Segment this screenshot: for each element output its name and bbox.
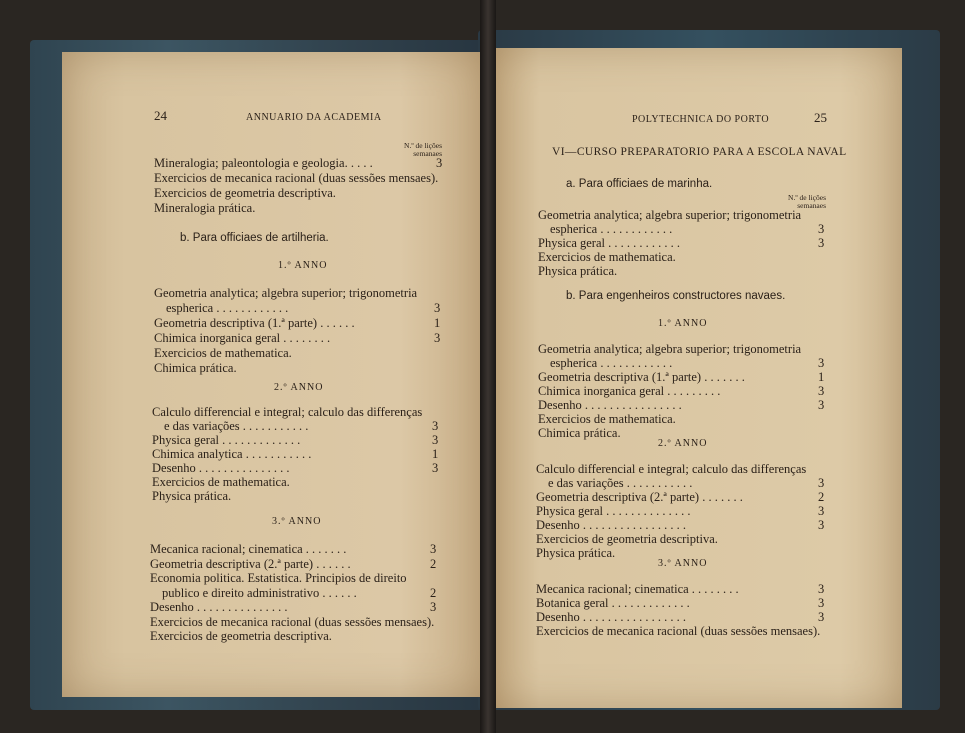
entry-text: Geometria descriptiva (2.ª parte) . . . . . . — [150, 556, 351, 571]
entry-text: espherica . . . . . . . . . . . . — [550, 222, 673, 236]
lesson-count: 3 — [818, 384, 825, 398]
entry-text: Calculo differencial e integral; calculo das differenças — [536, 462, 807, 476]
entry-text: Desenho . . . . . . . . . . . . . . . . — [538, 398, 682, 412]
section-heading: b. Para officiaes de artilheria. — [180, 232, 329, 244]
lesson-count: 2 — [430, 556, 437, 571]
entry-text: Exercicios de geometria descriptiva. — [150, 629, 332, 643]
page-number: 25 — [814, 110, 827, 125]
entry-text: Desenho . . . . . . . . . . . . . . . . . — [536, 518, 686, 532]
lesson-count: 3 — [432, 419, 439, 433]
entry-text: espherica . . . . . . . . . . . . — [166, 301, 289, 315]
year-heading: 2.º ANNO — [658, 438, 708, 449]
lesson-count: 3 — [434, 331, 441, 345]
lesson-count: 1 — [818, 370, 825, 384]
column-header-line: N.º de lições — [404, 141, 442, 150]
year-heading: 1.º ANNO — [278, 260, 328, 271]
entry-text: Exercicios de mathematica. — [538, 412, 676, 426]
entry-text: Desenho . . . . . . . . . . . . . . . — [152, 461, 290, 475]
entry-text: Geometria analytica; algebra superior; trigonometria — [154, 286, 418, 300]
section-heading: a. Para officiaes de marinha. — [566, 178, 713, 190]
entry-text: Chimica prática. — [538, 426, 621, 440]
entry-text: Chimica prática. — [154, 361, 237, 375]
entry-text: Geometria analytica; algebra superior; trigonometria — [538, 208, 802, 222]
entry-text: Exercicios de mathematica. — [538, 250, 676, 264]
lesson-count: 2 — [430, 585, 437, 600]
entry-text: Mecanica racional; cinematica . . . . . . . . — [536, 582, 739, 596]
entry-text: Exercicios de mecanica racional (duas sessões mensaes). — [536, 624, 821, 638]
entry-text: publico e direito administrativo . . . . . . — [162, 585, 357, 600]
section-heading: b. Para engenheiros constructores navaes. — [566, 290, 786, 302]
entry-text: Physica geral . . . . . . . . . . . . — [538, 236, 680, 250]
column-header-line: N.º de lições — [788, 193, 826, 202]
entry-text: Exercicios de mathematica. — [154, 346, 292, 360]
entry-text: Exercicios de mathematica. — [152, 475, 290, 489]
entry-text: Mineralogia prática. — [154, 201, 256, 215]
entry-text: Desenho . . . . . . . . . . . . . . . . . — [536, 610, 686, 624]
lesson-count: 3 — [818, 582, 825, 596]
running-head: ANNUARIO DA ACADEMIA — [246, 112, 382, 123]
entry-text: Physica geral . . . . . . . . . . . . . . — [536, 504, 691, 518]
lesson-count: 1 — [434, 316, 441, 330]
lesson-count: 3 — [818, 596, 825, 610]
lesson-count: 3 — [818, 356, 825, 370]
column-header-line: semanaes — [797, 201, 826, 210]
entry-text: Physica geral . . . . . . . . . . . . . — [152, 433, 301, 447]
entry-text: Exercicios de mecanica racional (duas sessões mensaes). — [150, 614, 435, 629]
lesson-count: 3 — [818, 236, 825, 250]
left-page — [62, 52, 484, 697]
entry-text: Exercicios de mecanica racional (duas sessões mensaes). — [154, 171, 439, 185]
entry-text: Chimica inorganica geral . . . . . . . . . — [538, 384, 721, 398]
entry-text: Chimica inorganica geral . . . . . . . . — [154, 331, 331, 345]
lesson-count: 3 — [818, 610, 825, 624]
column-header — [380, 142, 442, 158]
entry-text: Mineralogia; paleontologia e geologia. . . . . — [154, 156, 373, 170]
year-heading: 2.º ANNO — [274, 382, 324, 393]
entry-text: Geometria descriptiva (1.ª parte) . . . . . . — [154, 316, 355, 330]
entry-text: e das variações . . . . . . . . . . . — [548, 476, 693, 490]
lesson-count: 3 — [818, 222, 825, 236]
entry-text: espherica . . . . . . . . . . . . — [550, 356, 673, 370]
lesson-count: 3 — [818, 504, 825, 518]
entry-text: Chimica analytica . . . . . . . . . . . — [152, 447, 312, 461]
entry-text: Exercicios de geometria descriptiva. — [154, 186, 336, 200]
entry-text: Geometria analytica; algebra superior; trigonometria — [538, 342, 802, 356]
lesson-count: 3 — [430, 542, 437, 556]
entry-text: Economia politica. Estatistica. Principios de direito — [150, 571, 407, 585]
lesson-count: 1 — [432, 447, 439, 461]
lesson-count: 3 — [434, 301, 441, 315]
entry-text: Botanica geral . . . . . . . . . . . . . — [536, 596, 690, 610]
right-page — [490, 48, 902, 708]
lesson-count: 3 — [818, 476, 825, 490]
year-heading: 3.º ANNO — [272, 516, 322, 527]
lesson-count: 3 — [436, 156, 443, 170]
lesson-count: 2 — [818, 490, 825, 504]
entry-text: Physica prática. — [538, 264, 618, 278]
running-head: POLYTECHNICA DO PORTO — [632, 114, 770, 125]
entry-text: Geometria descriptiva (1.ª parte) . . . . . . . — [538, 370, 745, 384]
year-heading: 1.º ANNO — [658, 318, 708, 329]
entry-text: Desenho . . . . . . . . . . . . . . . — [150, 600, 288, 614]
year-heading: 3.º ANNO — [658, 558, 708, 569]
entry-text: Calculo differencial e integral; calculo das differenças — [152, 405, 423, 419]
chapter-title: VI—CURSO PREPARATORIO PARA A ESCOLA NAVAL — [552, 146, 847, 158]
entry-text: e das variações . . . . . . . . . . . — [164, 419, 309, 433]
lesson-count: 3 — [430, 600, 437, 614]
entry-text: Exercicios de geometria descriptiva. — [536, 532, 718, 546]
entry-text: Geometria descriptiva (2.ª parte) . . . . . . . — [536, 490, 743, 504]
lesson-count: 3 — [432, 433, 439, 447]
entry-text: Physica prática. — [152, 489, 232, 503]
column-header-line: semanaes — [413, 149, 442, 158]
book-gutter — [480, 0, 496, 733]
lesson-count: 3 — [818, 398, 825, 412]
lesson-count: 3 — [818, 518, 825, 532]
entry-text: Physica prática. — [536, 546, 616, 560]
lesson-count: 3 — [432, 461, 439, 475]
page-number: 24 — [154, 108, 167, 123]
entry-text: Mecanica racional; cinematica . . . . . . . — [150, 542, 347, 556]
